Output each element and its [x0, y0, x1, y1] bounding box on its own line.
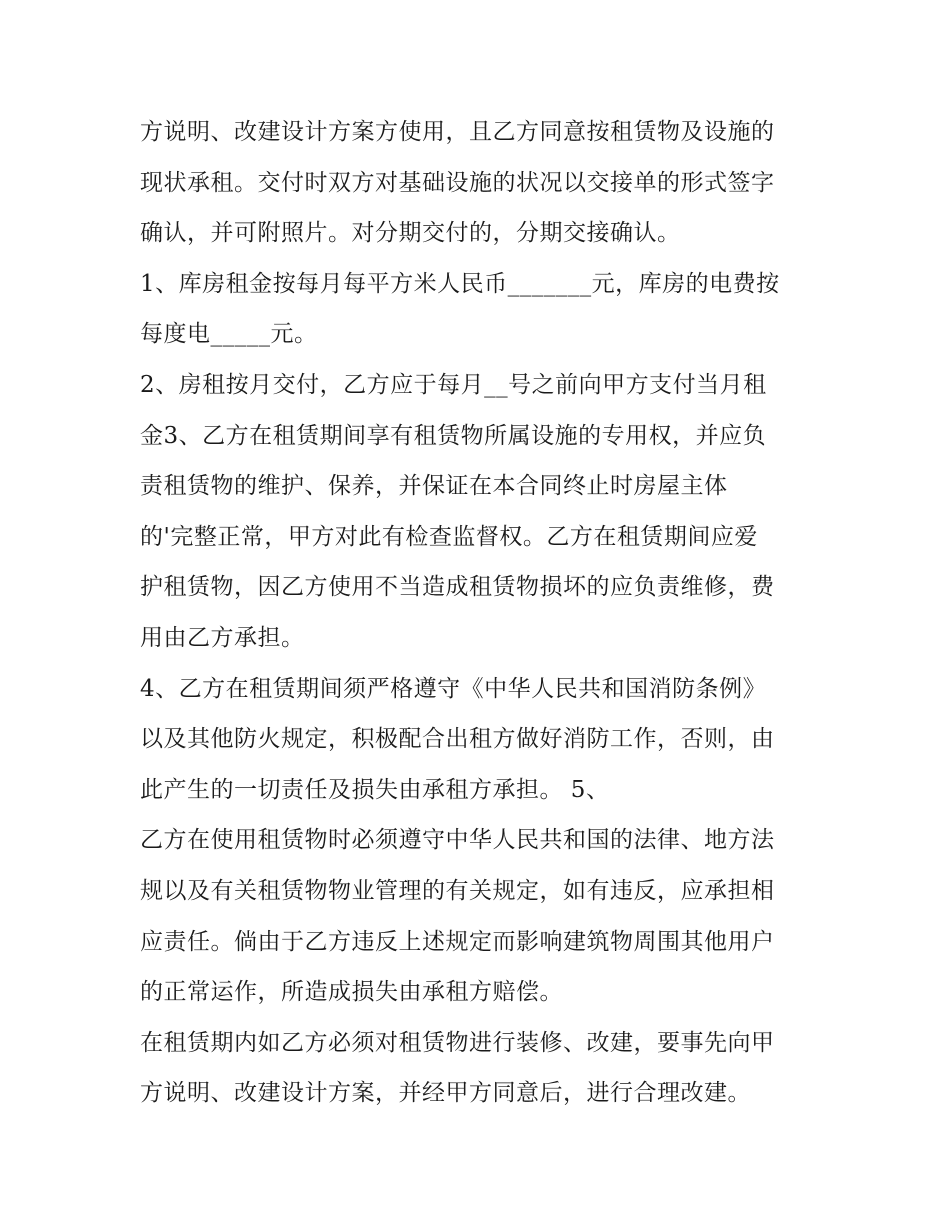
text-line: 规以及有关租赁物物业管理的有关规定，如有违反，应承担相 [140, 877, 775, 904]
document-body [140, 107, 820, 1119]
text-line: 现状承租。交付时双方对基础设施的状况以交接单的形式签字 [140, 169, 775, 196]
text-line: 责租赁物的维护、保养，并保证在本合同终止时房屋主体 [140, 473, 728, 500]
text-line: 1、库房租金按每月每平方米人民币_______元，库房的电费按 [140, 270, 780, 297]
text-line: 方说明、改建设计方案，并经甲方同意后，进行合理改建。 [140, 1080, 751, 1107]
text-line: 2、房租按月交付，乙方应于每月__号之前向甲方支付当月租 [140, 371, 767, 398]
text-line: 4、乙方在租赁期间须严格遵守《中华人民共和国消防条例》 [140, 675, 767, 702]
text-line: 方说明、改建设计方案方使用，且乙方同意按租赁物及设施的 [140, 119, 775, 145]
text-line: 用由乙方承担。 [140, 624, 305, 651]
text-line: 的正常运作，所造成损失由承租方赔偿。 [140, 979, 563, 1006]
text-line: 护租赁物，因乙方使用不当造成租赁物损坏的应负责维修，费 [140, 574, 775, 601]
text-line: 金3、乙方在租赁期间享有租赁物所属设施的专用权，并应负 [140, 422, 767, 449]
text-line: 的'完整正常，甲方对此有检查监督权。乙方在租赁期间应爱 [140, 523, 758, 550]
text-line: 确认，并可附照片。对分期交付的，分期交接确认。 [140, 220, 681, 247]
text-line: 应责任。倘由于乙方违反上述规定而影响建筑物周围其他用户 [140, 928, 775, 955]
text-line: 此产生的一切责任及损失由承租方承担。 5、 [140, 776, 610, 803]
text-line: 每度电_____元。 [140, 321, 318, 348]
text-line: 以及其他防火规定，积极配合出租方做好消防工作，否则，由 [140, 726, 775, 753]
text-line: 在租赁期内如乙方必须对租赁物进行装修、改建，要事先向甲 [140, 1029, 775, 1056]
text-line: 乙方在使用租赁物时必须遵守中华人民共和国的法律、地方法 [140, 827, 775, 854]
